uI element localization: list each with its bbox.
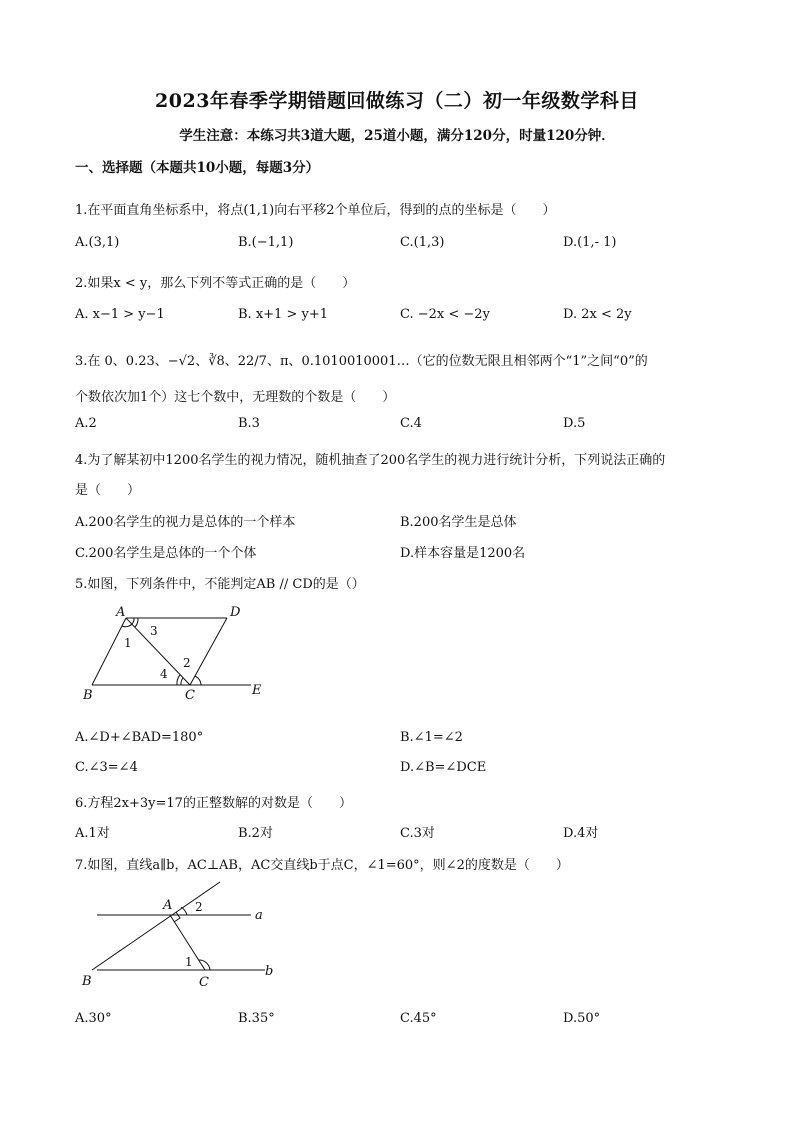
q2-option-d[interactable]: D. 2x < 2y: [563, 307, 632, 322]
q3-option-a[interactable]: A.2: [75, 416, 97, 431]
question-1: 1.在平面直角坐标系中，将点(1,1)向右平移2个单位后，得到的点的坐标是（ ）: [75, 203, 556, 218]
q6-option-c[interactable]: C.3对: [400, 826, 435, 841]
question-4-cont: 是（ ）: [75, 483, 141, 498]
q4-option-a[interactable]: A.200名学生的视力是总体的一个样本: [75, 515, 296, 530]
q7-option-b[interactable]: B.35°: [238, 1011, 275, 1026]
angle-label-1: 1: [185, 955, 193, 969]
q5-option-b[interactable]: B.∠1=∠2: [400, 730, 463, 745]
q2-option-c[interactable]: C. −2x < −2y: [400, 307, 490, 322]
q2-option-a[interactable]: A. x−1 > y−1: [75, 307, 165, 322]
question-5: 5.如图，下列条件中，不能判定AB // CD的是（）: [75, 577, 365, 592]
q4-option-c[interactable]: C.200名学生是总体的一个个体: [75, 546, 257, 561]
angle-label-1: 1: [124, 636, 132, 650]
q6-option-a[interactable]: A.1对: [75, 826, 110, 841]
line-ba-extended: [92, 882, 220, 970]
label-D: D: [230, 605, 241, 620]
q2-option-b[interactable]: B. x+1 > y+1: [238, 307, 328, 322]
label-B: B: [83, 688, 93, 703]
figure-7-parallel-lines: [75, 878, 285, 993]
line-ac: [126, 618, 190, 685]
q1-option-b[interactable]: B.(−1,1): [238, 235, 294, 250]
q7-option-d[interactable]: D.50°: [563, 1011, 601, 1026]
q1-option-d[interactable]: D.(1,- 1): [563, 235, 617, 250]
angle-2-arc: [195, 676, 201, 685]
section-heading: 一、选择题（本题共10小题，每题3分）: [75, 160, 320, 176]
angle-label-4: 4: [160, 667, 168, 681]
label-C: C: [199, 975, 209, 990]
label-A: A: [163, 898, 173, 913]
q7-option-c[interactable]: C.45°: [400, 1011, 437, 1026]
label-A: A: [116, 605, 126, 620]
angle-4-arc: [181, 678, 183, 685]
question-7: 7.如图，直线a∥b，AC⊥AB，AC交直线b于点C，∠1=60°，则∠2的度数是（ ）: [75, 858, 569, 873]
q6-option-d[interactable]: D.4对: [563, 826, 599, 841]
angle-label-2: 2: [195, 900, 203, 914]
q5-option-c[interactable]: C.∠3=∠4: [75, 760, 138, 775]
question-4: 4.为了解某初中1200名学生的视力情况，随机抽查了200名学生的视力进行统计分析，下列说法正确的: [75, 453, 666, 468]
figure-5-parallelogram: [75, 600, 285, 705]
q1-option-a[interactable]: A.(3,1): [75, 235, 120, 250]
label-b: b: [265, 964, 274, 979]
question-2: 2.如果x < y，那么下列不等式正确的是（ ）: [75, 276, 356, 291]
q5-option-d[interactable]: D.∠B=∠DCE: [400, 760, 487, 775]
angle-label-2: 2: [183, 656, 191, 670]
q1-option-c[interactable]: C.(1,3): [400, 235, 445, 250]
angle-3-arc: [132, 618, 134, 624]
page-title: 2023年春季学期错题回做练习（二）初一年级数学科目: [155, 90, 639, 112]
label-a: a: [255, 908, 263, 923]
angle-1-arc: [122, 624, 132, 627]
q4-option-d[interactable]: D.样本容量是1200名: [400, 546, 526, 561]
line-dc: [190, 618, 227, 685]
angle-label-3: 3: [150, 624, 158, 638]
q5-option-a[interactable]: A.∠D+∠BAD=180°: [75, 730, 204, 745]
label-C: C: [185, 688, 195, 703]
q3-option-c[interactable]: C.4: [400, 416, 422, 431]
question-6: 6.方程2x+3y=17的正整数解的对数是（ ）: [75, 796, 352, 811]
q4-option-b[interactable]: B.200名学生是总体: [400, 515, 517, 530]
q3-option-b[interactable]: B.3: [238, 416, 260, 431]
q7-option-a[interactable]: A.30°: [75, 1011, 112, 1026]
label-B: B: [82, 974, 92, 989]
q6-option-b[interactable]: B.2对: [238, 826, 273, 841]
angle-2-arc: [181, 907, 187, 915]
label-E: E: [252, 683, 262, 698]
question-3-cont: 个数依次加1个）这七个数中，无理数的个数是（ ）: [75, 390, 396, 405]
line-ab: [92, 618, 126, 685]
question-3: 3.在 0、0.23、−√2、∛8、22/7、π、0.1010010001…（它的位数无限且相邻两个“1”之间“0”的: [75, 354, 648, 369]
q3-option-d[interactable]: D.5: [563, 416, 586, 431]
student-notice: 学生注意：本练习共3道大题，25道小题，满分120分，时量120分钟．: [179, 128, 615, 144]
